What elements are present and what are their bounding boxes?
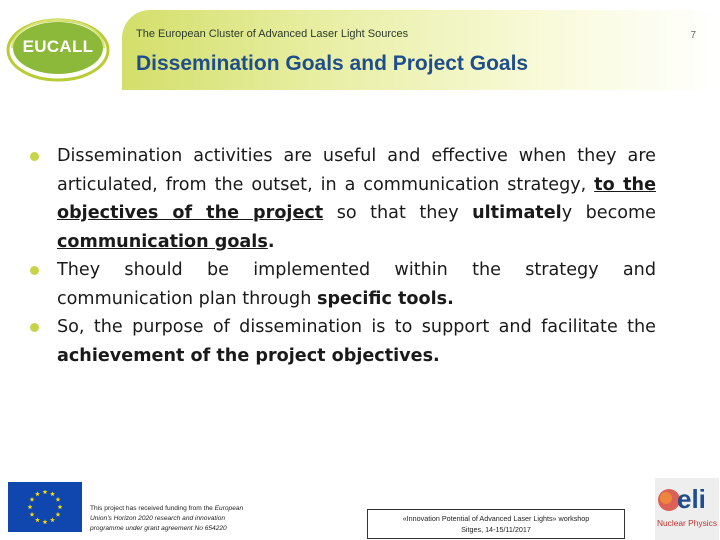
header-band [122,10,720,90]
bullet-item-1 [28,142,656,256]
bullet-text: . [267,231,275,252]
bullet-emphasis: specific tools. [316,288,454,309]
bullet-dot-icon [30,266,39,275]
eli-logo [655,478,719,540]
bullet-emphasis: ultimatel [472,203,562,223]
bullet-item-2 [28,256,656,313]
eli-subtitle: Nuclear Physics [656,518,718,528]
bullet-text: They should be implemented within the strategy and communication plan through [57,260,656,309]
bullet-text: Dissemination activities are useful and effective when they are articulated, from the outset, in a communication strategy, [57,146,656,195]
page-title: Dissemination Goals and Project Goals [136,52,529,75]
eli-wordmark: eli [677,484,706,514]
bullet-text: So, the purpose of dissemination is to support and facilitate the [57,317,656,337]
bullet-text: so that they [323,203,473,223]
funding-note [90,504,272,534]
funding-line-1-italic: European [214,505,244,512]
bullet-dot-icon [30,152,39,161]
funding-line-1: This project has received funding from the [90,505,215,512]
bullet-emphasis: achievement of the project objectives. [57,345,440,366]
event-date: Sitges, 14-15/11/2017 [461,525,531,534]
logo-text: EUCALL [22,37,94,56]
bullet-emphasis: communication goals [57,231,268,252]
bullet-text: y become [561,203,656,223]
bullet-dot-icon [30,323,39,332]
event-box [367,509,625,539]
eu-flag-icon [8,482,82,532]
page-number: 7 [690,30,696,41]
eucall-logo [6,14,110,82]
funding-line-2: Union's Horizon 2020 research and innovation [90,515,226,522]
event-title: «Innovation Potential of Advanced Laser Lights» workshop [402,514,590,523]
bullet-item-3 [28,313,656,370]
header-subtitle: The European Cluster of Advanced Laser Light Sources [136,28,409,40]
bullet-emphasis: to the objectives of the project [57,174,656,223]
bullet-list [28,142,656,370]
funding-line-3: programme under grant agreement No 654220 [90,525,227,532]
